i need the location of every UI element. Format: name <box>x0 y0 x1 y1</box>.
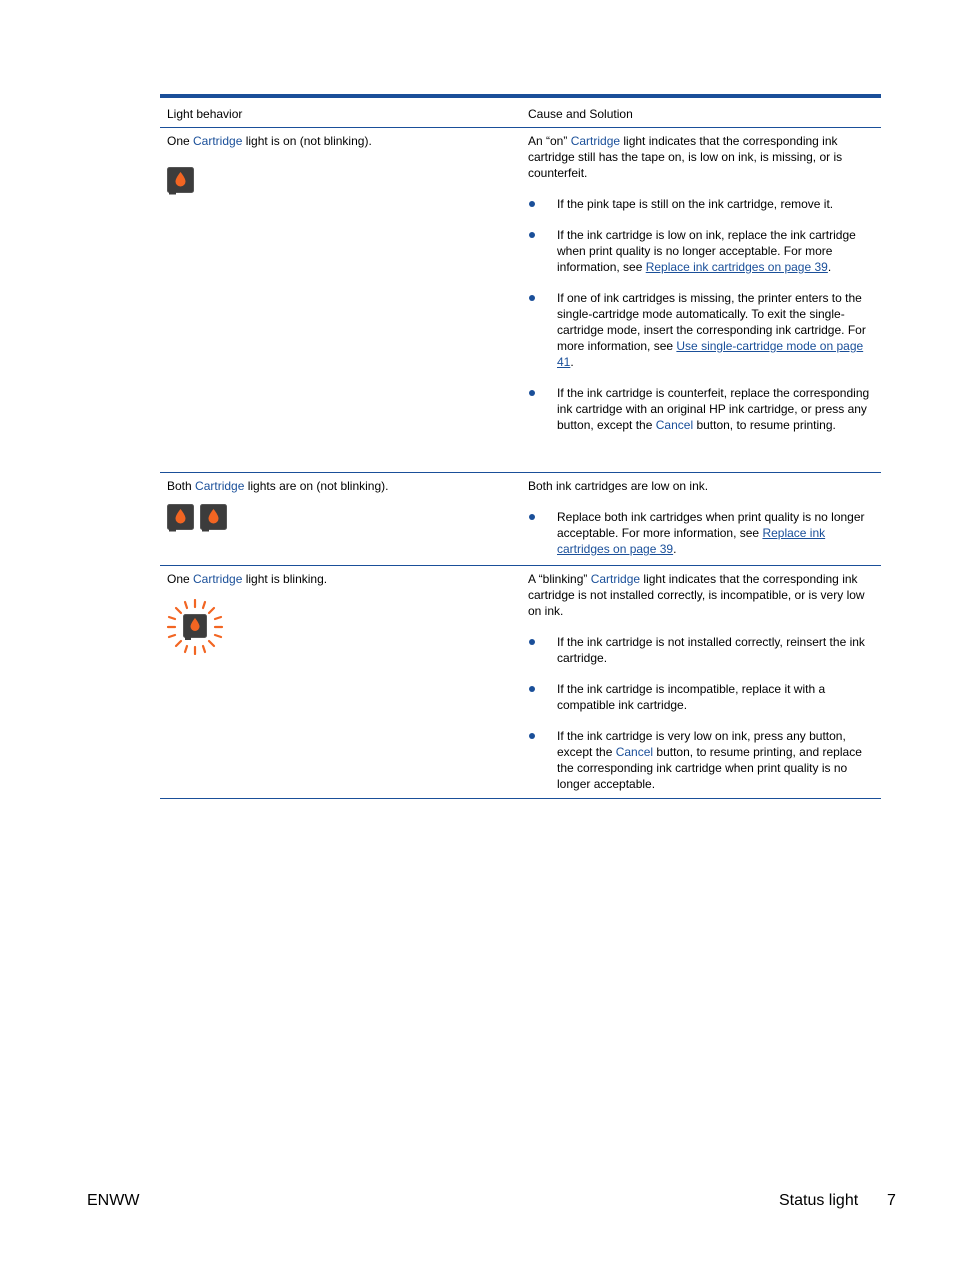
intro-text: Both ink cartridges are low on ink. <box>528 479 709 493</box>
single-cartridge-mode-link[interactable]: Use single-cartridge mode on page 41 <box>557 339 864 369</box>
light-behavior-cell <box>160 473 521 565</box>
list-item: If the ink cartridge is counterfeit, replace the corresponding ink cartridge with an original HP ink cartridge, or press any button, except the Cancel button, to resume printing. <box>528 385 873 433</box>
cause-solution-cell <box>521 566 881 798</box>
list-item: If the ink cartridge is low on ink, replace the ink cartridge when print quality is no longer acceptable. For more information, see Replace ink cartridges on page 39. <box>528 227 873 275</box>
behavior-text: One Cartridge light is blinking. <box>167 572 328 586</box>
replace-cartridges-link[interactable]: Replace ink cartridges on page 39 <box>645 260 828 274</box>
cause-solution-cell <box>521 473 881 565</box>
table-header <box>160 98 881 128</box>
intro-text: A “blinking” Cartridge light indicates that the corresponding ink cartridge is not installed correctly, is incompatible, or is very low on ink. <box>528 572 865 618</box>
light-behavior-cell <box>160 566 521 798</box>
solution-list <box>528 509 873 557</box>
table-row <box>160 128 881 473</box>
light-behavior-cell <box>160 128 521 472</box>
header-light-behavior: Light behavior <box>167 107 243 121</box>
bullet-icon <box>529 686 535 692</box>
behavior-text: One Cartridge light is on (not blinking). <box>167 134 372 148</box>
cartridge-light-icon <box>167 504 194 532</box>
behavior-text: Both Cartridge lights are on (not blinking). <box>167 479 389 493</box>
list-item: If the ink cartridge is very low on ink, press any button, except the Cancel button, to resume printing, and replace the corresponding ink cartridge when print quality is no longer acceptable. <box>528 728 873 792</box>
cartridge-term: Cartridge <box>570 134 621 148</box>
cause-solution-cell <box>521 128 881 472</box>
bullet-icon <box>529 639 535 645</box>
header-cause-solution: Cause and Solution <box>528 107 633 121</box>
footer-page-number: 7 <box>887 1192 896 1209</box>
table-row <box>160 566 881 799</box>
cartridge-light-icon <box>167 167 194 195</box>
bullet-icon <box>529 232 535 238</box>
cartridge-term: Cartridge <box>193 134 243 148</box>
footer-section-title: Status light <box>779 1192 859 1209</box>
cartridge-light-icon <box>200 504 227 532</box>
list-item: If one of ink cartridges is missing, the printer enters to the single-cartridge mode automatically. To exit the single-cartridge mode, insert the corresponding ink cartridge. For more information, see Use single-cartridge mode on page 41. <box>528 290 873 370</box>
cartridge-term: Cartridge <box>590 572 641 586</box>
list-item: Replace both ink cartridges when print quality is no longer acceptable. For more information, see Replace ink cartridges on page 39. <box>528 509 873 557</box>
bullet-icon <box>529 733 535 739</box>
intro-text: An “on” Cartridge light indicates that the corresponding ink cartridge still has the tape on, is low on ink, is missing, or is counterfeit. <box>528 134 843 180</box>
cartridge-term: Cartridge <box>193 572 243 586</box>
bullet-icon <box>529 201 535 207</box>
cancel-term: Cancel <box>655 418 694 432</box>
list-item: If the ink cartridge is incompatible, replace it with a compatible ink cartridge. <box>528 681 873 713</box>
list-item: If the ink cartridge is not installed correctly, reinsert the ink cartridge. <box>528 634 873 666</box>
solution-list <box>528 634 873 792</box>
bullet-icon <box>529 295 535 301</box>
table-row <box>160 473 881 566</box>
solution-list <box>528 196 873 433</box>
cancel-term: Cancel <box>615 745 654 759</box>
bullet-icon <box>529 390 535 396</box>
footer-enww: ENWW <box>87 1192 140 1209</box>
replace-cartridges-link[interactable]: Replace ink cartridges on page 39 <box>557 526 826 556</box>
cartridge-light-blinking-icon <box>166 599 224 655</box>
list-item: If the pink tape is still on the ink cartridge, remove it. <box>528 196 873 212</box>
cartridge-term: Cartridge <box>195 479 245 493</box>
status-light-table <box>160 94 881 799</box>
bullet-icon <box>529 514 535 520</box>
